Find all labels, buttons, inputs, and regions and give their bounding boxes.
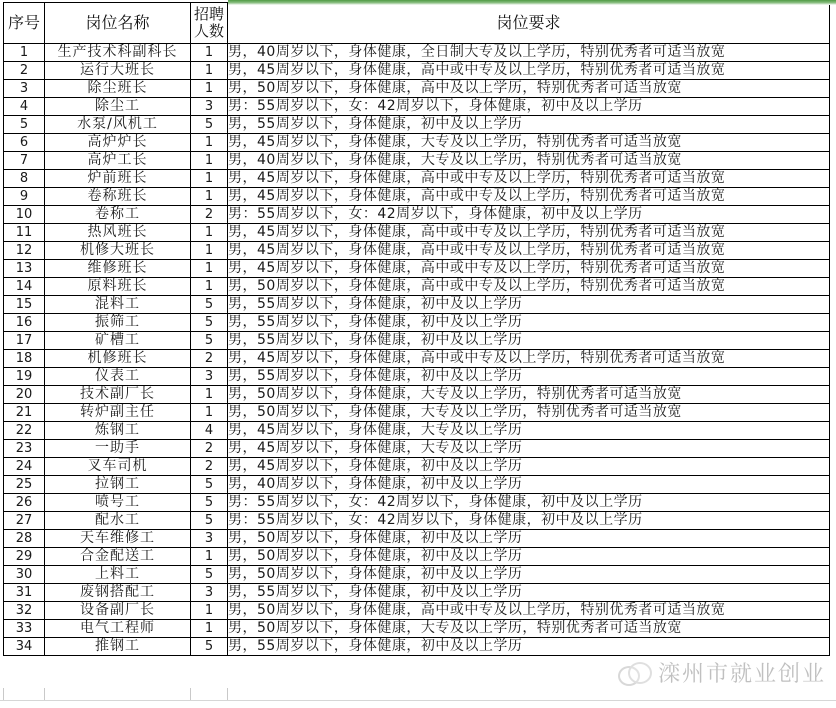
index-cell: 3 — [4, 80, 45, 98]
count-cell: 5 — [191, 494, 228, 512]
ghost-grid-line — [44, 688, 45, 700]
header-recruit-count: 招聘人数 — [191, 3, 228, 44]
table-body — [4, 44, 830, 656]
requirements-cell: 男，40周岁以下，身体健康，大专及以上学历，特别优秀者可适当放宽 — [228, 152, 830, 170]
table-row — [4, 422, 830, 440]
job-table — [3, 2, 830, 656]
index-cell: 13 — [4, 260, 45, 278]
position-cell: 合金配送工 — [45, 548, 191, 566]
table-row — [4, 296, 830, 314]
ghost-bottom-line — [0, 700, 836, 701]
table-row — [4, 314, 830, 332]
position-cell: 生产技术科副科长 — [45, 44, 191, 62]
requirements-cell: 男，45周岁以下，身体健康，大专及以上学历 — [228, 440, 830, 458]
table-row — [4, 512, 830, 530]
index-cell: 14 — [4, 278, 45, 296]
position-cell: 除尘工 — [45, 98, 191, 116]
watermark — [618, 657, 826, 688]
table-row — [4, 278, 830, 296]
count-cell: 3 — [191, 530, 228, 548]
position-cell: 运行大班长 — [45, 62, 191, 80]
position-cell: 叉车司机 — [45, 458, 191, 476]
index-cell: 33 — [4, 620, 45, 638]
requirements-cell: 男，45周岁以下，身体健康，初中及以上学历 — [228, 458, 830, 476]
header-requirements: 岗位要求 — [228, 3, 830, 44]
count-cell: 2 — [191, 440, 228, 458]
table-row — [4, 116, 830, 134]
position-cell: 一助手 — [45, 440, 191, 458]
header-position: 岗位名称 — [45, 3, 191, 44]
requirements-cell: 男，55周岁以下，身体健康，初中及以上学历 — [228, 116, 830, 134]
position-cell: 原料班长 — [45, 278, 191, 296]
accent-top-bar — [228, 0, 836, 5]
table-row — [4, 476, 830, 494]
requirements-cell: 男，45周岁以下，身体健康，高中或中专及以上学历，特别优秀者可适当放宽 — [228, 350, 830, 368]
index-cell: 26 — [4, 494, 45, 512]
count-cell: 1 — [191, 548, 228, 566]
count-cell: 1 — [191, 224, 228, 242]
requirements-cell: 男，50周岁以下，身体健康，大专及以上学历，特别优秀者可适当放宽 — [228, 404, 830, 422]
requirements-cell: 男，55周岁以下，身体健康，初中及以上学历 — [228, 314, 830, 332]
ghost-grid-line — [3, 688, 4, 700]
index-cell: 29 — [4, 548, 45, 566]
table-row — [4, 386, 830, 404]
position-cell: 配水工 — [45, 512, 191, 530]
requirements-cell: 男，50周岁以下，身体健康，初中及以上学历 — [228, 566, 830, 584]
count-cell: 1 — [191, 242, 228, 260]
table-row — [4, 368, 830, 386]
position-cell: 废钢搭配工 — [45, 584, 191, 602]
index-cell: 23 — [4, 440, 45, 458]
count-cell: 3 — [191, 584, 228, 602]
count-cell: 1 — [191, 80, 228, 98]
position-cell: 上料工 — [45, 566, 191, 584]
position-cell: 混料工 — [45, 296, 191, 314]
count-cell: 1 — [191, 170, 228, 188]
table-row — [4, 134, 830, 152]
index-cell: 10 — [4, 206, 45, 224]
index-cell: 32 — [4, 602, 45, 620]
index-cell: 27 — [4, 512, 45, 530]
requirements-cell: 男，45周岁以下，身体健康，高中或中专及以上学历，特别优秀者可适当放宽 — [228, 242, 830, 260]
position-cell: 电气工程师 — [45, 620, 191, 638]
index-cell: 9 — [4, 188, 45, 206]
requirements-cell: 男，45周岁以下，身体健康，高中或中专及以上学历，特别优秀者可适当放宽 — [228, 224, 830, 242]
count-cell: 2 — [191, 206, 228, 224]
ghost-grid-line — [227, 688, 228, 700]
index-cell: 22 — [4, 422, 45, 440]
position-cell: 炉前班长 — [45, 170, 191, 188]
count-cell: 1 — [191, 404, 228, 422]
requirements-cell: 男，55周岁以下，身体健康，初中及以上学历 — [228, 332, 830, 350]
index-cell: 5 — [4, 116, 45, 134]
table-row — [4, 458, 830, 476]
count-cell: 4 — [191, 422, 228, 440]
count-cell: 5 — [191, 638, 228, 656]
requirements-cell: 男，45周岁以下，身体健康，大专及以上学历 — [228, 422, 830, 440]
table-row — [4, 620, 830, 638]
index-cell: 34 — [4, 638, 45, 656]
index-cell: 24 — [4, 458, 45, 476]
table-row — [4, 548, 830, 566]
count-cell: 3 — [191, 368, 228, 386]
count-cell: 5 — [191, 296, 228, 314]
requirements-cell: 男，50周岁以下，身体健康，初中及以上学历 — [228, 530, 830, 548]
requirements-cell: 男，45周岁以下，身体健康，大专及以上学历，特别优秀者可适当放宽 — [228, 134, 830, 152]
requirements-cell: 男，45周岁以下，身体健康，高中或中专及以上学历，特别优秀者可适当放宽 — [228, 188, 830, 206]
table-row — [4, 584, 830, 602]
index-cell: 15 — [4, 296, 45, 314]
table-row — [4, 566, 830, 584]
requirements-cell: 男，50周岁以下，身体健康，高中或中专及以上学历，特别优秀者可适当放宽 — [228, 278, 830, 296]
index-cell: 2 — [4, 62, 45, 80]
position-cell: 仪表工 — [45, 368, 191, 386]
requirements-cell: 男，45周岁以下，身体健康，高中或中专及以上学历，特别优秀者可适当放宽 — [228, 62, 830, 80]
position-cell: 炼钢工 — [45, 422, 191, 440]
header-index: 序号 — [4, 3, 45, 44]
table-row — [4, 440, 830, 458]
position-cell: 技术副厂长 — [45, 386, 191, 404]
requirements-cell: 男，55周岁以下，身体健康，初中及以上学历 — [228, 638, 830, 656]
index-cell: 20 — [4, 386, 45, 404]
table-row — [4, 638, 830, 656]
index-cell: 28 — [4, 530, 45, 548]
index-cell: 25 — [4, 476, 45, 494]
requirements-cell: 男，40周岁以下，身体健康，全日制大专及以上学历，特别优秀者可适当放宽 — [228, 44, 830, 62]
requirements-cell: 男，55周岁以下，身体健康，初中及以上学历 — [228, 584, 830, 602]
requirements-cell: 男，50周岁以下，身体健康，高中及以上学历，特别优秀者可适当放宽 — [228, 80, 830, 98]
count-cell: 1 — [191, 152, 228, 170]
position-cell: 设备副厂长 — [45, 602, 191, 620]
position-cell: 推钢工 — [45, 638, 191, 656]
requirements-cell: 男，50周岁以下，身体健康，高中或中专及以上学历，特别优秀者可适当放宽 — [228, 602, 830, 620]
index-cell: 1 — [4, 44, 45, 62]
table-row — [4, 242, 830, 260]
ghost-grid-line — [190, 688, 191, 700]
table-row — [4, 224, 830, 242]
index-cell: 4 — [4, 98, 45, 116]
table-row — [4, 602, 830, 620]
watermark-logo-icon — [618, 658, 652, 688]
requirements-cell: 男：55周岁以下，女：42周岁以下，身体健康，初中及以上学历 — [228, 206, 830, 224]
index-cell: 7 — [4, 152, 45, 170]
count-cell: 1 — [191, 386, 228, 404]
position-cell: 喷号工 — [45, 494, 191, 512]
requirements-cell: 男，55周岁以下，身体健康，初中及以上学历 — [228, 368, 830, 386]
table-row — [4, 350, 830, 368]
table-row — [4, 494, 830, 512]
requirements-cell: 男：55周岁以下，女：42周岁以下，身体健康，初中及以上学历 — [228, 98, 830, 116]
position-cell: 卷称班长 — [45, 188, 191, 206]
watermark-text: 滦州市就业创业 — [658, 662, 827, 687]
requirements-cell: 男，55周岁以下，身体健康，初中及以上学历 — [228, 296, 830, 314]
requirements-cell: 男，50周岁以下，身体健康，大专及以上学历，特别优秀者可适当放宽 — [228, 386, 830, 404]
count-cell: 1 — [191, 62, 228, 80]
table-row — [4, 260, 830, 278]
position-cell: 维修班长 — [45, 260, 191, 278]
position-cell: 机修大班长 — [45, 242, 191, 260]
table-row — [4, 404, 830, 422]
position-cell: 除尘班长 — [45, 80, 191, 98]
index-cell: 11 — [4, 224, 45, 242]
count-cell: 1 — [191, 188, 228, 206]
index-cell: 8 — [4, 170, 45, 188]
position-cell: 卷称工 — [45, 206, 191, 224]
requirements-cell: 男，50周岁以下，身体健康，初中及以上学历 — [228, 548, 830, 566]
position-cell: 矿槽工 — [45, 332, 191, 350]
table-header — [4, 3, 830, 44]
requirements-cell: 男，45周岁以下，身体健康，高中或中专及以上学历，特别优秀者可适当放宽 — [228, 170, 830, 188]
index-cell: 16 — [4, 314, 45, 332]
index-cell: 17 — [4, 332, 45, 350]
count-cell: 5 — [191, 566, 228, 584]
count-cell: 1 — [191, 260, 228, 278]
requirements-cell: 男，40周岁以下，身体健康，初中及以上学历 — [228, 476, 830, 494]
position-cell: 转炉副主任 — [45, 404, 191, 422]
position-cell: 高炉工长 — [45, 152, 191, 170]
position-cell: 天车维修工 — [45, 530, 191, 548]
table-row — [4, 80, 830, 98]
table-row — [4, 188, 830, 206]
index-cell: 21 — [4, 404, 45, 422]
header-row — [4, 3, 830, 44]
index-cell: 19 — [4, 368, 45, 386]
position-cell: 水泵/风机工 — [45, 116, 191, 134]
index-cell: 12 — [4, 242, 45, 260]
requirements-cell: 男：55周岁以下，女：42周岁以下，身体健康，初中及以上学历 — [228, 512, 830, 530]
count-cell: 1 — [191, 44, 228, 62]
position-cell: 热风班长 — [45, 224, 191, 242]
table-row — [4, 44, 830, 62]
table-row — [4, 98, 830, 116]
index-cell: 6 — [4, 134, 45, 152]
table-row — [4, 206, 830, 224]
count-cell: 3 — [191, 98, 228, 116]
table-row — [4, 152, 830, 170]
index-cell: 18 — [4, 350, 45, 368]
count-cell: 2 — [191, 350, 228, 368]
requirements-cell: 男：55周岁以下，女：42周岁以下，身体健康，初中及以上学历 — [228, 494, 830, 512]
table-row — [4, 170, 830, 188]
count-cell: 5 — [191, 314, 228, 332]
count-cell: 5 — [191, 332, 228, 350]
position-cell: 机修班长 — [45, 350, 191, 368]
count-cell: 5 — [191, 116, 228, 134]
requirements-cell: 男，45周岁以下，身体健康，高中或中专及以上学历，特别优秀者可适当放宽 — [228, 260, 830, 278]
count-cell: 1 — [191, 134, 228, 152]
count-cell: 2 — [191, 458, 228, 476]
count-cell: 1 — [191, 620, 228, 638]
requirements-cell: 男，50周岁以下，身体健康，大专及以上学历，特别优秀者可适当放宽 — [228, 620, 830, 638]
count-cell: 5 — [191, 476, 228, 494]
index-cell: 30 — [4, 566, 45, 584]
position-cell: 振筛工 — [45, 314, 191, 332]
position-cell: 拉钢工 — [45, 476, 191, 494]
index-cell: 31 — [4, 584, 45, 602]
count-cell: 1 — [191, 602, 228, 620]
count-cell: 5 — [191, 512, 228, 530]
position-cell: 高炉炉长 — [45, 134, 191, 152]
count-cell: 1 — [191, 278, 228, 296]
table-row — [4, 332, 830, 350]
table-row — [4, 530, 830, 548]
table-row — [4, 62, 830, 80]
